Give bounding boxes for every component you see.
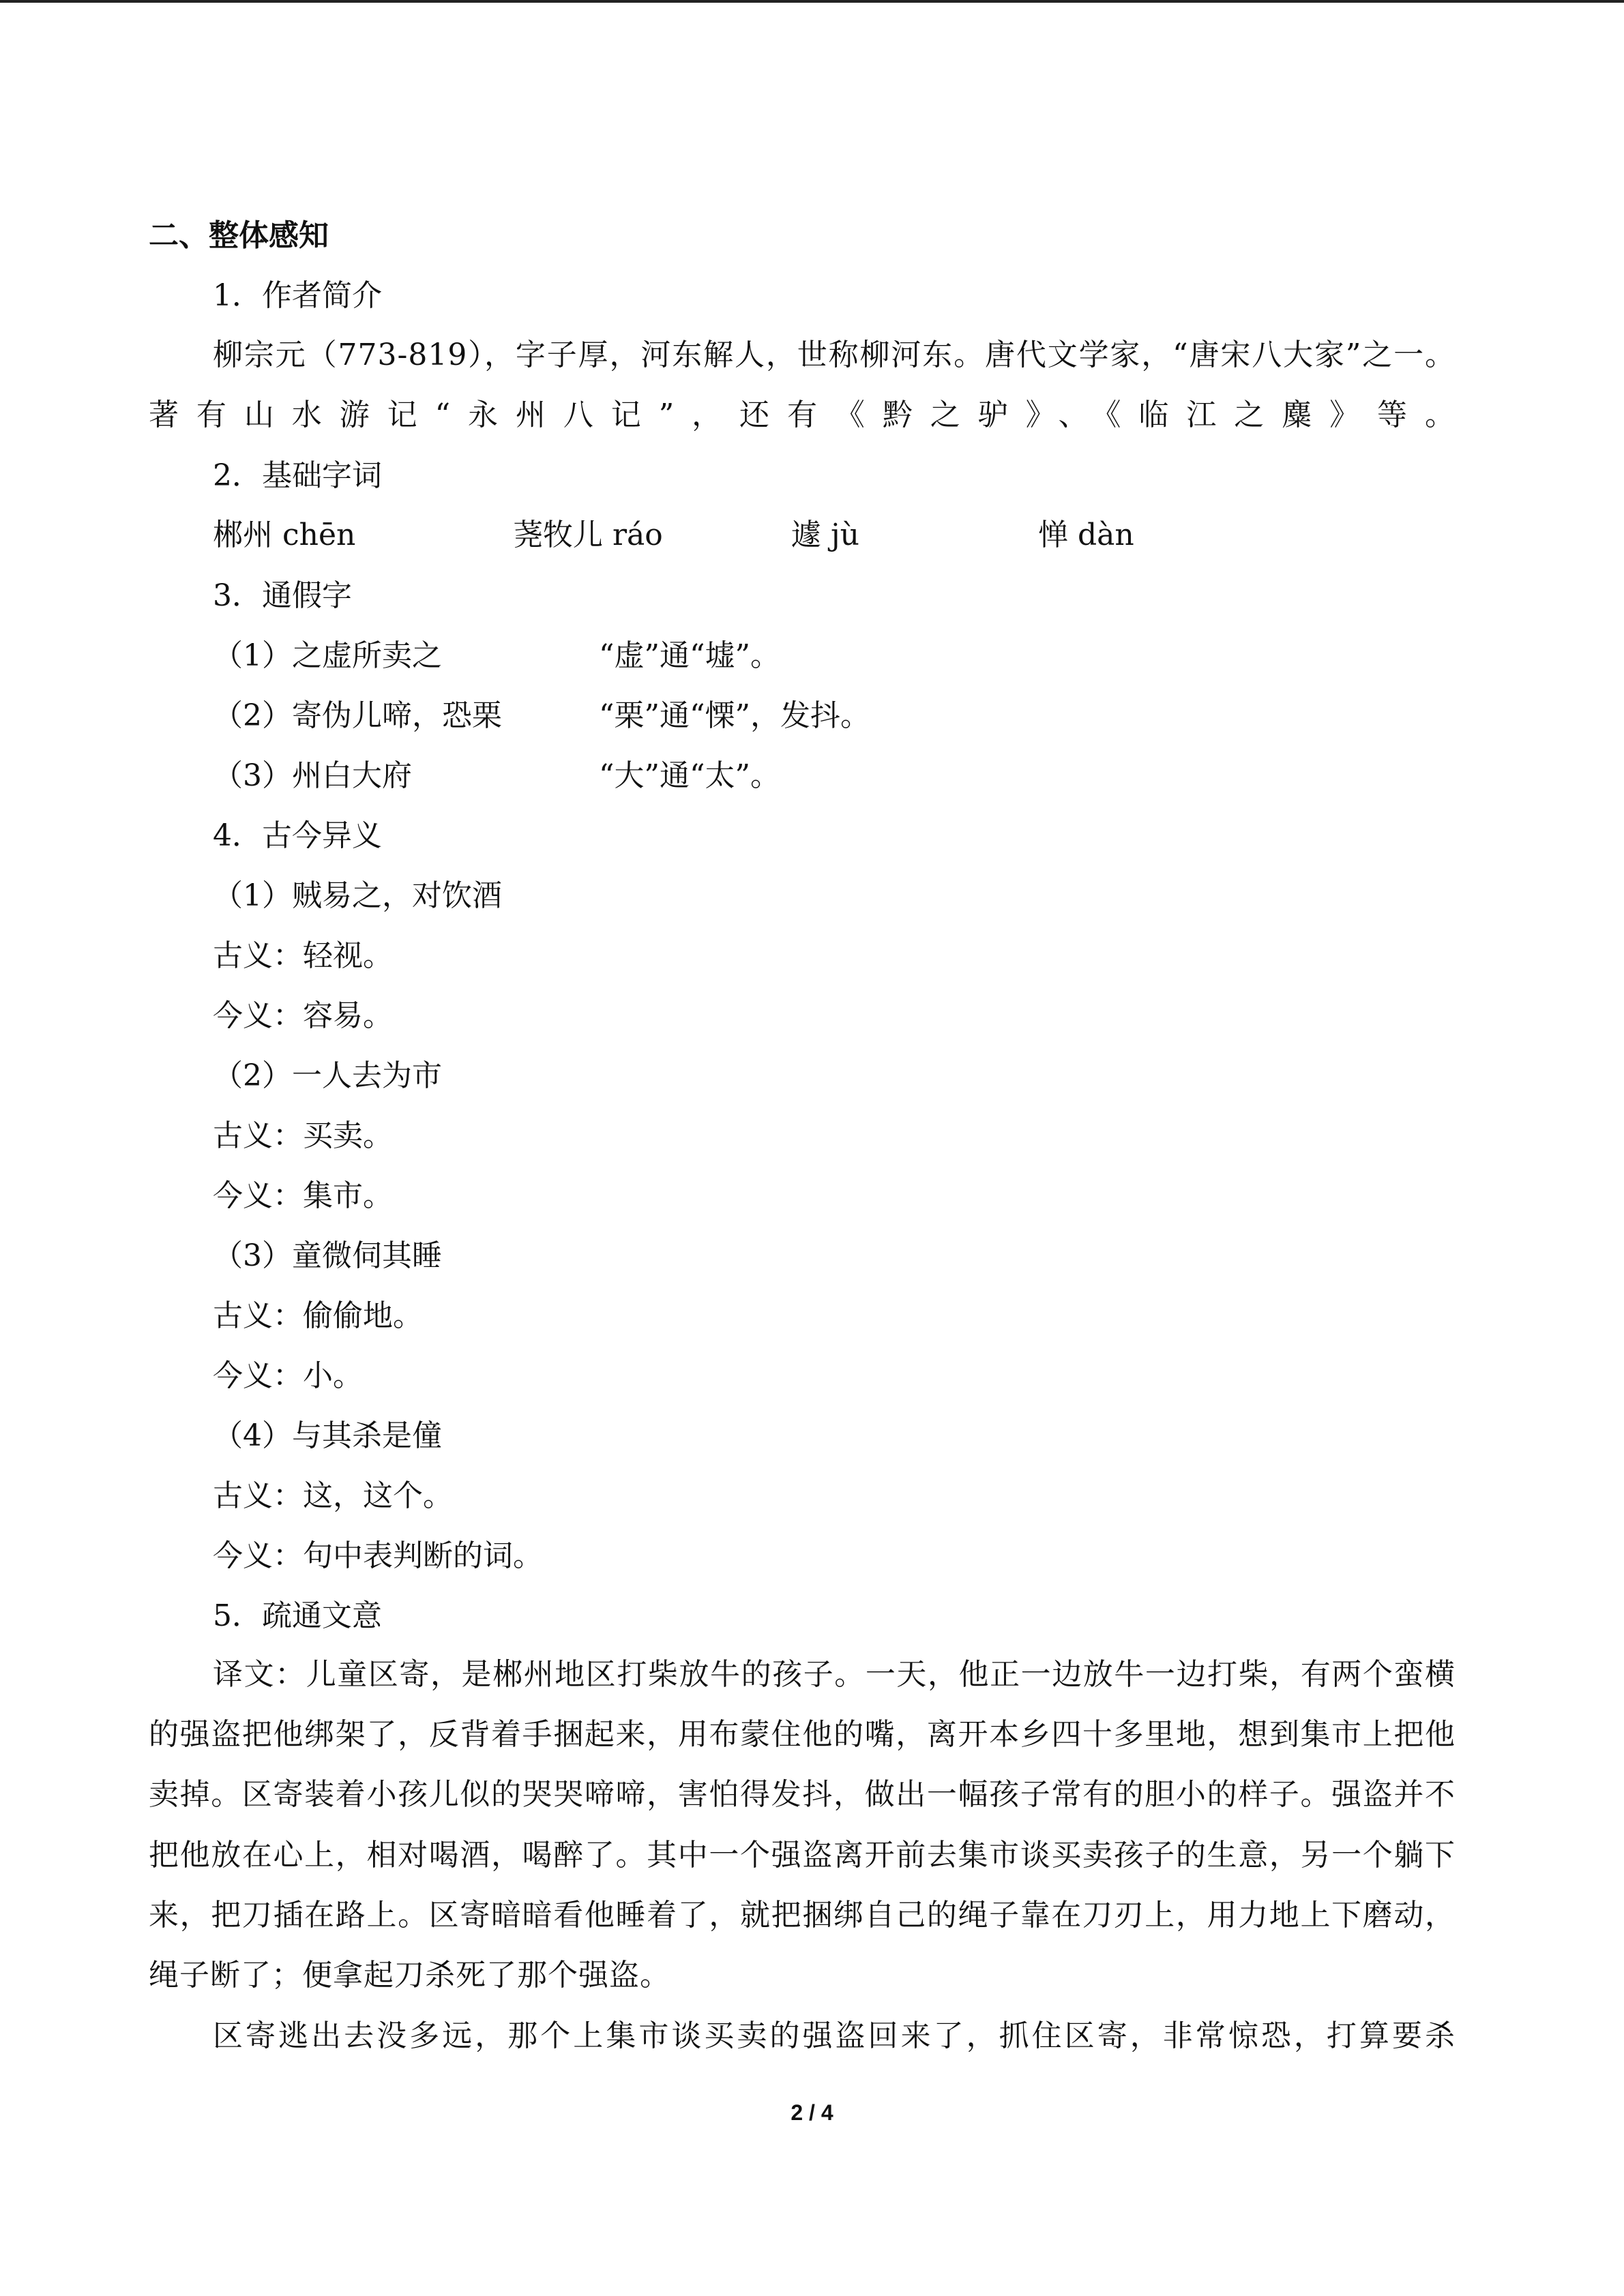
word-item: 郴州 chēn — [213, 518, 356, 552]
tongjia-note: “虚”通“墟”。 — [599, 638, 780, 673]
gujin-ancient-meaning: 古义：偷偷地。 — [213, 1298, 423, 1333]
gujin-phrase: （1）贼易之，对饮酒 — [213, 878, 502, 913]
tongjia-phrase: （1）之虚所卖之 — [213, 638, 442, 673]
heading-tongjiazi: 3．通假字 — [213, 578, 352, 613]
tongjia-phrase: （3）州白大府 — [213, 758, 412, 793]
tongjia-phrase: （2）寄伪儿啼，恐栗 — [213, 698, 502, 733]
gujin-ancient-meaning: 古义：这，这个。 — [213, 1478, 453, 1513]
word-item: 遽 jù — [791, 518, 859, 552]
gujin-modern-meaning: 今义：小。 — [213, 1358, 363, 1393]
heading-gujin-yiyi: 4．古今异义 — [213, 818, 382, 853]
gujin-ancient-meaning: 古义：买卖。 — [213, 1118, 393, 1153]
translation-paragraph-continued: 区寄逃出去没多远，那个上集市谈买卖的强盗回来了，抓住区寄，非常惊恐，打算要杀 — [213, 2018, 1456, 2053]
heading-author-intro: 1．作者简介 — [213, 278, 382, 313]
word-item: 荛牧儿 ráo — [513, 518, 663, 552]
page-top-border — [0, 0, 1624, 3]
heading-basic-words: 2．基础字词 — [213, 458, 382, 493]
page-number: 2 / 4 — [791, 2100, 833, 2125]
section-title: 二、整体感知 — [149, 218, 329, 253]
word-item: 惮 dàn — [1038, 518, 1134, 552]
gujin-modern-meaning: 今义：句中表判断的词。 — [213, 1538, 543, 1573]
heading-translation: 5．疏通文意 — [213, 1598, 382, 1633]
translation-paragraph: 译文：儿童区寄，是郴州地区打柴放牛的孩子。一天，他正一边放牛一边打柴，有两个蛮横的强盗把他绑架了，反背着手捆起来，用布蒙住他的嘴，离开本乡四十多里地，想到集市上把他卖掉。区寄装着小孩儿似的哭哭啼啼，害怕得发抖，做出一幅孩子常有的胆小的样子。强盗并不把他放在心上，相对喝酒，喝醉了。其中一个强盗离开前去集市谈买卖孩子的生意，另一个躺下来，把刀插在路上。区寄暗暗看他睡着了，就把捆绑自己的绳子靠在刀刃上，用力地上下磨动，绳子断了；便拿起刀杀死了那个强盗。 — [149, 1657, 1456, 1993]
gujin-phrase: （3）童微伺其睡 — [213, 1238, 442, 1273]
gujin-modern-meaning: 今义：集市。 — [213, 1178, 393, 1213]
tongjia-note: “栗”通“慄”，发抖。 — [599, 698, 870, 733]
gujin-modern-meaning: 今义：容易。 — [213, 998, 393, 1033]
tongjia-note: “大”通“太”。 — [599, 758, 780, 793]
author-intro-paragraph: 柳宗元（773-819），字子厚，河东解人，世称柳河东。唐代文学家，“唐宋八大家”之一。著有山水游记“永州八记”，还有《黔之驴》、《临江之麋》等。 — [149, 338, 1456, 433]
gujin-ancient-meaning: 古义：轻视。 — [213, 938, 393, 973]
gujin-phrase: （4）与其杀是僮 — [213, 1418, 442, 1453]
gujin-phrase: （2）一人去为市 — [213, 1058, 442, 1093]
